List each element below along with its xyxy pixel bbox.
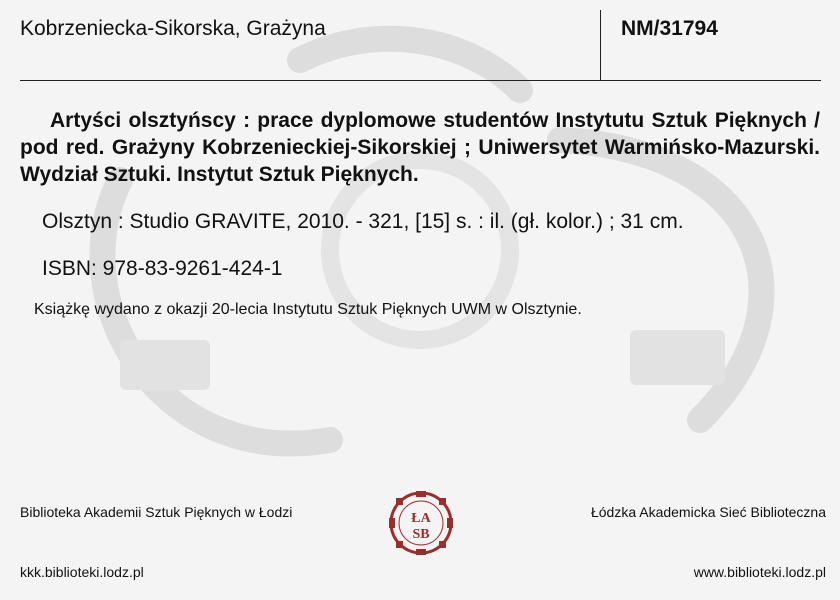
svg-text:SB: SB (412, 527, 430, 542)
lasb-logo (386, 488, 456, 558)
author-name: Kobrzeniecka-Sikorska, Grażyna (20, 17, 326, 40)
watermark-book-icon (630, 330, 725, 385)
header-divider (600, 10, 601, 80)
edition-note: Książkę wydano z okazji 20-lecia Instytutu Sztuk Pięknych UWM w Olsztynie. (34, 301, 582, 318)
record-header (20, 0, 821, 81)
publication-info: Olsztyn : Studio GRAVITE, 2010. - 321, [15] s. : il. (gł. kolor.) ; 31 cm. (42, 210, 684, 233)
catalog-link[interactable]: kkk.biblioteki.lodz.pl (20, 564, 144, 580)
svg-text:ŁA: ŁA (411, 511, 431, 526)
isbn: ISBN: 978-83-9261-424-1 (42, 257, 283, 280)
watermark-book-icon (120, 340, 210, 390)
call-number: NM/31794 (621, 17, 718, 40)
library-name: Biblioteka Akademii Sztuk Pięknych w Łodzi (20, 504, 293, 520)
book-title: Artyści olsztyńscy : prace dyplomowe studentów Instytutu Sztuk Pięknych / pod red. Grażyny Kobrzenieckiej-Sikorskiej ; Uniwersytet Warmińsko-Mazurski. Wydział Sztuki. Instytut Sztuk Pięknych. (20, 109, 820, 186)
network-link[interactable]: www.biblioteki.lodz.pl (693, 564, 826, 580)
network-name: Łódzka Akademicka Sieć Biblioteczna (590, 504, 826, 520)
